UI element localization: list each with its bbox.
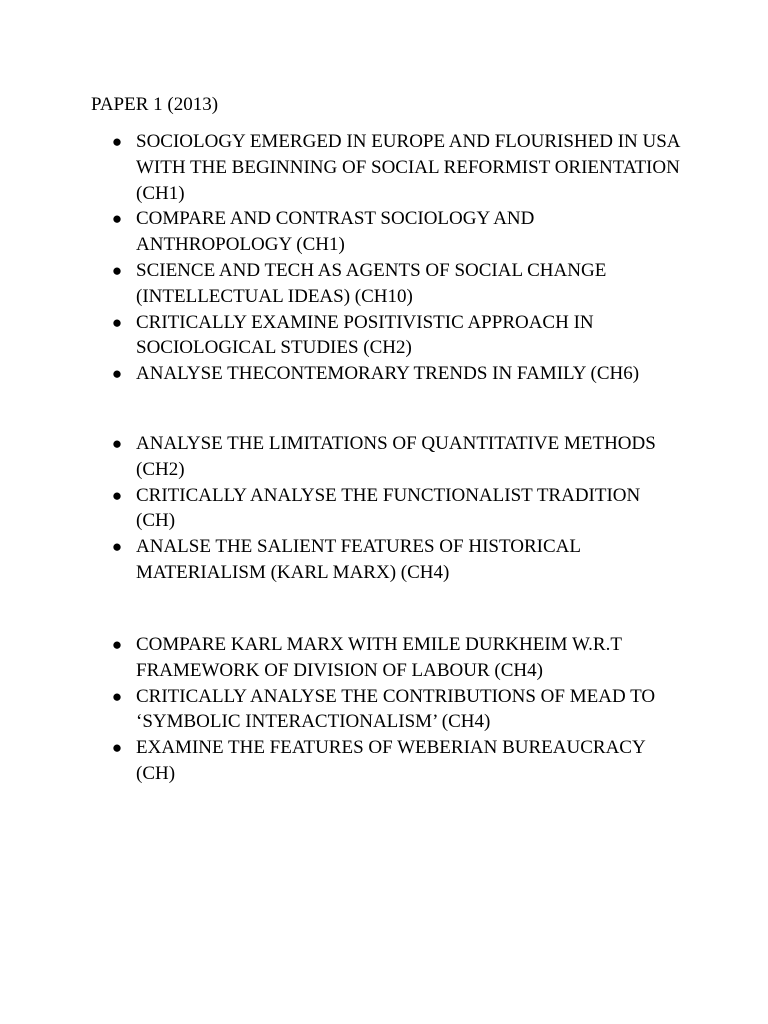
list-item <box>0 483 681 535</box>
list-item <box>0 206 681 258</box>
bullet-icon: ● <box>111 434 123 453</box>
list-item-text: COMPARE AND CONTRAST SOCIOLOGY AND ANTHROPOLOGY (CH1) <box>136 208 535 256</box>
list-item-text: EXAMINE THE FEATURES OF WEBERIAN BUREAUCRACY (CH) <box>136 737 645 784</box>
list-item-text: CRITICALLY ANALYSE THE FUNCTIONALIST TRADITION (CH) <box>136 484 641 532</box>
list-item <box>0 735 681 787</box>
page-title: PAPER 1 (2013) <box>91 94 219 115</box>
list-item-text: COMPARE KARL MARX WITH EMILE DURKHEIM W.R.T FRAMEWORK OF DIVISION OF LABOUR (CH4) <box>136 634 622 681</box>
bullet-icon: ● <box>111 260 123 280</box>
bullet-icon: ● <box>111 485 123 505</box>
list-item-text: ANALSE THE SALIENT FEATURES OF HISTORICAL MATERIALISM (KARL MARX) (CH4) <box>136 536 581 583</box>
list-item-text: SOCIOLOGY EMERGED IN EUROPE AND FLOURISHED IN USA WITH THE BEGINNING OF SOCIAL REFORMIST ORIENTATION (CH1) <box>136 131 680 204</box>
list-item <box>0 431 681 483</box>
bullet-list-section-3 <box>0 632 681 787</box>
list-item <box>0 310 681 362</box>
list-item <box>0 129 681 206</box>
bullet-icon: ● <box>111 635 123 654</box>
list-item-text: SCIENCE AND TECH AS AGENTS OF SOCIAL CHANGE (INTELLECTUAL IDEAS) (CH10) <box>136 259 607 307</box>
bullet-list-section-1 <box>0 129 681 387</box>
bullet-list-section-2 <box>0 431 681 586</box>
bullet-icon: ● <box>111 738 123 758</box>
bullet-icon: ● <box>111 364 123 384</box>
bullet-icon: ● <box>111 132 123 151</box>
bullet-icon: ● <box>111 209 123 229</box>
list-item <box>0 534 681 586</box>
list-item <box>0 684 681 736</box>
bullet-icon: ● <box>111 537 123 557</box>
list-item-text: ANALYSE THE LIMITATIONS OF QUANTITATIVE METHODS (CH2) <box>136 433 656 480</box>
list-item <box>0 632 681 684</box>
list-item <box>0 258 681 310</box>
bullet-icon: ● <box>111 686 123 706</box>
list-item-text: CRITICALLY EXAMINE POSITIVISTIC APPROACH IN SOCIOLOGICAL STUDIES (CH2) <box>136 311 594 359</box>
list-item-text: CRITICALLY ANALYSE THE CONTRIBUTIONS OF MEAD TO ‘SYMBOLIC INTERACTIONALISM’ (CH4) <box>136 685 656 733</box>
list-item-text: ANALYSE THECONTEMORARY TRENDS IN FAMILY (CH6) <box>136 363 640 385</box>
bullet-icon: ● <box>111 312 123 332</box>
list-item <box>0 361 681 387</box>
